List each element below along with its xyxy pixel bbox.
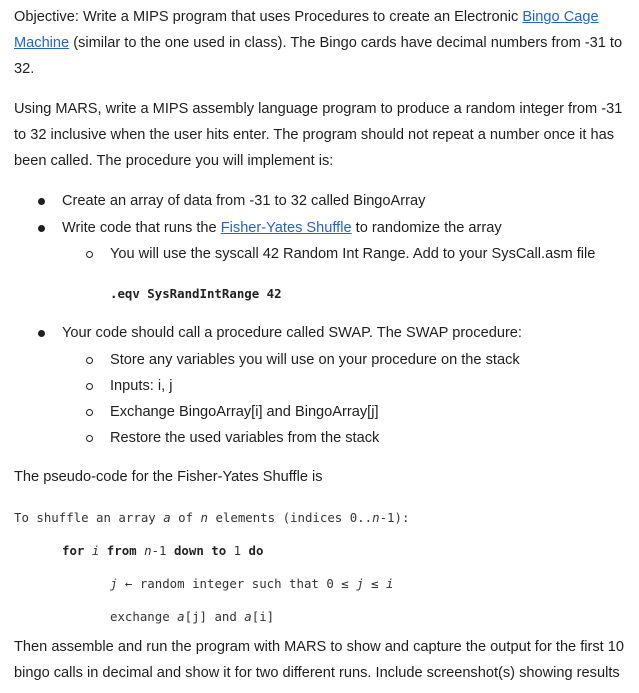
pseudo-text: 1 <box>226 543 249 558</box>
pseudo-text: ≤ <box>363 576 387 591</box>
subbullet-text: Inputs: i, j <box>110 378 173 394</box>
eqv-code-line: .eqv SysRandIntRange 42 <box>110 286 282 301</box>
pseudo-var: n <box>200 510 208 525</box>
pseudo-var: a <box>177 609 185 624</box>
pseudo-line-3 <box>110 571 394 597</box>
subbullet-circle <box>86 251 93 258</box>
bullet-dot <box>38 225 45 232</box>
subbullet-circle <box>86 357 93 364</box>
subbullet-text: Restore the used variables from the stack <box>110 430 380 446</box>
pseudo-text: of <box>170 510 201 525</box>
pseudo-keyword: down to <box>173 543 227 558</box>
pseudo-var: j <box>110 576 118 591</box>
pseudo-line-2 <box>62 538 263 564</box>
bullet-dot <box>38 198 45 205</box>
pseudo-line-4 <box>110 604 274 630</box>
pseudo-var: i <box>84 543 107 558</box>
pseudo-text: -1): <box>379 510 410 525</box>
bullet-text: Create an array of data from -31 to 32 called BingoArray <box>62 193 426 209</box>
subbullet-circle <box>86 383 93 390</box>
pseudo-var: i <box>386 576 394 591</box>
bullet-text-before: Write code that runs the <box>62 220 221 236</box>
subbullet-circle <box>86 435 93 442</box>
bingo-cage-link[interactable]: Bingo Cage Machine <box>14 9 599 51</box>
closing-paragraph: Then assemble and run the program with MARS to show and capture the output for the first 10 bingo calls in decimal and show it for two different runs. Include screenshot(s) showing results <box>14 639 625 681</box>
pseudo-line-1 <box>14 505 409 531</box>
objective-text-end: (similar to the one used in class). The Bingo cards have decimal numbers from -31 to 32. <box>14 35 623 77</box>
subbullet-text: Store any variables you will use on your procedure on the stack <box>110 352 520 368</box>
pseudo-text: ← random integer such that 0 ≤ <box>117 576 357 591</box>
bullet-dot <box>38 330 45 337</box>
pseudo-text: To shuffle an array <box>14 510 164 525</box>
pseudo-var: a <box>163 510 171 525</box>
pseudo-keyword: do <box>248 543 264 558</box>
bullet-text <box>62 215 502 241</box>
objective-paragraph <box>14 4 632 82</box>
mars-paragraph: Using MARS, write a MIPS assembly language program to produce a random integer from -31 to 32 inclusive when the user hits enter. The program should not repeat a number once it has been called. The procedure you will implement is: <box>14 101 623 169</box>
pseudo-text: elements (indices 0.. <box>207 510 373 525</box>
pseudo-text: exchange <box>110 609 178 624</box>
subbullet-text: You will use the syscall 42 Random Int Range. Add to your SysCall.asm file <box>110 246 596 262</box>
subbullet-circle <box>86 409 93 416</box>
pseudo-var: n <box>136 543 152 558</box>
fisher-yates-link[interactable]: Fisher-Yates Shuffle <box>220 220 352 236</box>
pseudo-keyword: for <box>62 543 85 558</box>
pseudo-text: [i] <box>251 609 275 624</box>
subbullet-text: Exchange BingoArray[i] and BingoArray[j] <box>110 404 379 420</box>
pseudo-var: n <box>372 510 380 525</box>
pseudo-keyword: from <box>106 543 137 558</box>
pseudocode-intro: The pseudo-code for the Fisher-Yates Shuffle is <box>14 469 323 485</box>
bullet-text-after: to randomize the array <box>351 220 502 236</box>
pseudo-text: -1 <box>151 543 174 558</box>
pseudo-text: [j] and <box>184 609 245 624</box>
pseudo-var: j <box>356 576 364 591</box>
pseudo-var: a <box>244 609 252 624</box>
objective-text: Objective: Write a MIPS program that uses Procedures to create an Electronic <box>14 9 523 25</box>
bullet-text: Your code should call a procedure called SWAP. The SWAP procedure: <box>62 325 522 341</box>
